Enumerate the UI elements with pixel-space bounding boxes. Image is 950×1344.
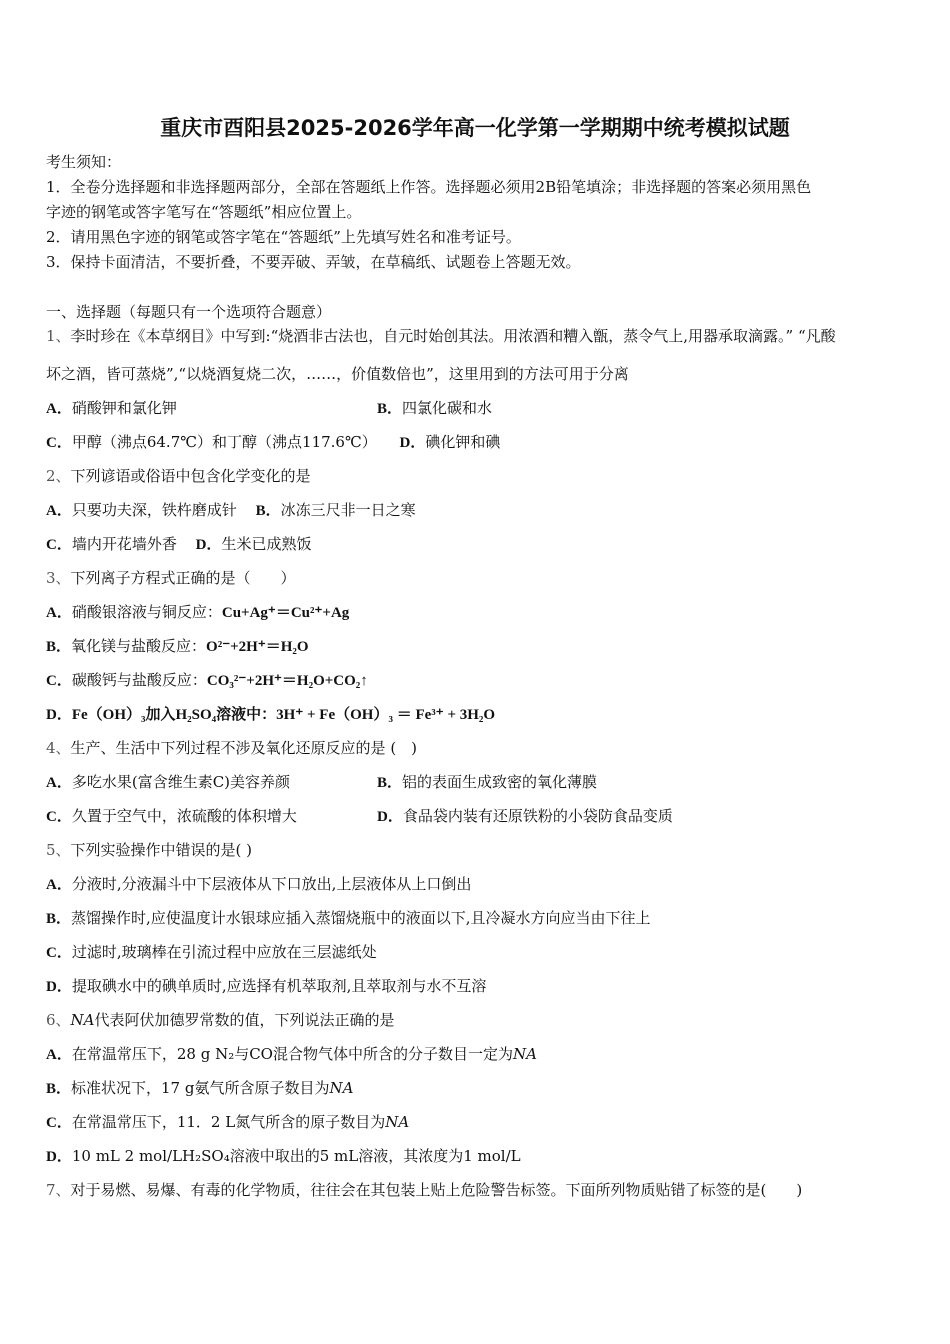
option-a[interactable]: A．硝酸钾和氯化钾 xyxy=(46,399,177,417)
question-text: 下列谚语或俗语中包含化学变化的是 xyxy=(70,467,311,485)
question-text: 生产、生活中下列过程不涉及氧化还原反应的是 ( ) xyxy=(70,739,418,757)
question-4-options-row2 xyxy=(46,806,906,827)
equation: O²⁻+2H⁺＝H₂O xyxy=(206,639,309,655)
option-b[interactable]: B．蒸馏操作时,应使温度计水银球应插入蒸馏烧瓶中的液面以下,且冷凝水方向应当由下往上 xyxy=(46,909,651,927)
option-a[interactable]: A．在常温常压下，28 g N₂与CO混合物气体中所含的分子数目一定为NA xyxy=(46,1045,537,1063)
question-5-stem xyxy=(46,840,252,860)
question-text: 下列离子方程式正确的是（ ） xyxy=(70,569,296,587)
question-number: 2、 xyxy=(46,467,71,485)
option-d[interactable]: D．食品袋内装有还原铁粉的小袋防食品变质 xyxy=(377,807,673,825)
question-4-stem xyxy=(46,738,417,758)
question-number: 4、 xyxy=(46,739,71,757)
equation: 3H⁺ + Fe（OH）₃ ＝ Fe³⁺ + 3H₂O xyxy=(276,707,496,723)
option-d[interactable]: D．10 mL 2 mol/LH₂SO₄溶液中取出的5 mL溶液，其浓度为1 mol/L xyxy=(46,1147,521,1165)
question-2-stem xyxy=(46,466,311,486)
equation: CO₃²⁻+2H⁺＝H₂O+CO₂↑ xyxy=(206,673,368,689)
question-number: 7、 xyxy=(46,1181,71,1199)
option-b[interactable]: B．冰冻三尺非一日之寒 xyxy=(255,501,416,519)
question-6-stem xyxy=(46,1010,395,1030)
question-text: 对于易燃、易爆、有毒的化学物质，往往会在其包装上贴上危险警告标签。下面所列物质贴错了标签的是( ) xyxy=(70,1181,803,1199)
option-b[interactable]: B．四氯化碳和水 xyxy=(377,399,493,417)
question-3-stem xyxy=(46,568,296,588)
question-2-options-row1 xyxy=(46,500,416,521)
document-title: 重庆市酉阳县2025-2026学年高一化学第一学期期中统考模拟试题 xyxy=(160,116,790,140)
avogadro-symbol: NA xyxy=(329,1079,354,1097)
section-heading: 一、选择题（每题只有一个选项符合题意） xyxy=(46,303,332,321)
option-c[interactable]: C．碳酸钙与盐酸反应：CO₃²⁻+2H⁺＝H₂O+CO₂↑ xyxy=(46,671,368,689)
option-a[interactable]: A．硝酸银溶液与铜反应：Cu+Ag⁺＝Cu²⁺+Ag xyxy=(46,603,350,621)
question-text: 下列实验操作中错误的是( ) xyxy=(70,841,253,859)
notice-heading: 考生须知： xyxy=(46,153,122,171)
option-a[interactable]: A．只要功夫深，铁杵磨成针 xyxy=(46,501,237,519)
option-a[interactable]: A．分液时,分液漏斗中下层液体从下口放出,上层液体从上口倒出 xyxy=(46,875,472,893)
option-c[interactable]: C．久置于空气中，浓硫酸的体积增大 xyxy=(46,807,297,825)
option-c[interactable]: C．墙内开花墙外香 xyxy=(46,535,177,553)
notice-item: 2．请用黑色字迹的钢笔或答字笔在“答题纸”上先填写姓名和准考证号。 xyxy=(46,228,521,246)
option-d[interactable]: D．提取碘水中的碘单质时,应选择有机萃取剂,且萃取剂与水不互溶 xyxy=(46,977,487,995)
question-1-options-row2 xyxy=(46,432,500,453)
question-2-options-row2 xyxy=(46,534,312,555)
option-b[interactable]: B．铝的表面生成致密的氧化薄膜 xyxy=(377,773,598,791)
question-number: 6、 xyxy=(46,1011,71,1029)
option-c[interactable]: C．甲醇（沸点64.7℃）和丁醇（沸点117.6℃） xyxy=(46,433,377,451)
option-c[interactable]: C．过滤时,玻璃棒在引流过程中应放在三层滤纸处 xyxy=(46,943,377,961)
question-4-options-row1 xyxy=(46,772,906,793)
equation: Cu+Ag⁺＝Cu²⁺+Ag xyxy=(221,605,350,621)
option-d[interactable]: D．Fe（OH）₃加入H₂SO₄溶液中：3H⁺ + Fe（OH）₃ ＝ Fe³⁺ + 3H₂O xyxy=(46,707,496,723)
question-text: 代表阿伏加德罗常数的值，下列说法正确的是 xyxy=(94,1011,395,1029)
question-7-stem xyxy=(46,1180,802,1200)
option-d[interactable]: D．碘化钾和碘 xyxy=(399,433,501,451)
avogadro-symbol: NA xyxy=(512,1045,537,1063)
option-d[interactable]: D．生米已成熟饭 xyxy=(195,535,312,553)
question-1-options-row1 xyxy=(46,398,906,419)
avogadro-symbol: NA xyxy=(70,1011,95,1029)
question-1-stem-cont: 坏之酒，皆可蒸烧”,“以烧酒复烧二次，……，价值数倍也”，这里用到的方法可用于分离 xyxy=(46,365,629,383)
notice-item: 1．全卷分选择题和非选择题两部分，全部在答题纸上作答。选择题必须用2B铅笔填涂；非选择题的答案必须用黑色 xyxy=(46,178,812,196)
option-c[interactable]: C．在常温常压下，11．2 L氮气所含的原子数目为NA xyxy=(46,1113,410,1131)
notice-item: 3．保持卡面清洁，不要折叠，不要弄破、弄皱，在草稿纸、试题卷上答题无效。 xyxy=(46,253,581,271)
notice-item: 字迹的钢笔或答字笔写在“答题纸”相应位置上。 xyxy=(46,203,362,221)
option-b[interactable]: B．氧化镁与盐酸反应：O²⁻+2H⁺＝H₂O xyxy=(46,637,309,655)
option-a[interactable]: A．多吃水果(富含维生素C)美容养颜 xyxy=(46,773,291,791)
question-number: 1、 xyxy=(46,327,71,345)
option-b[interactable]: B．标准状况下，17 g氨气所含原子数目为NA xyxy=(46,1079,354,1097)
question-number: 5、 xyxy=(46,841,71,859)
question-1-stem xyxy=(46,326,836,346)
question-text: 李时珍在《本草纲目》中写到:“烧酒非古法也，自元时始创其法。用浓酒和糟入甑，蒸令气上,用器承取滴露。” “凡酸 xyxy=(70,327,836,345)
avogadro-symbol: NA xyxy=(385,1113,410,1131)
question-number: 3、 xyxy=(46,569,71,587)
